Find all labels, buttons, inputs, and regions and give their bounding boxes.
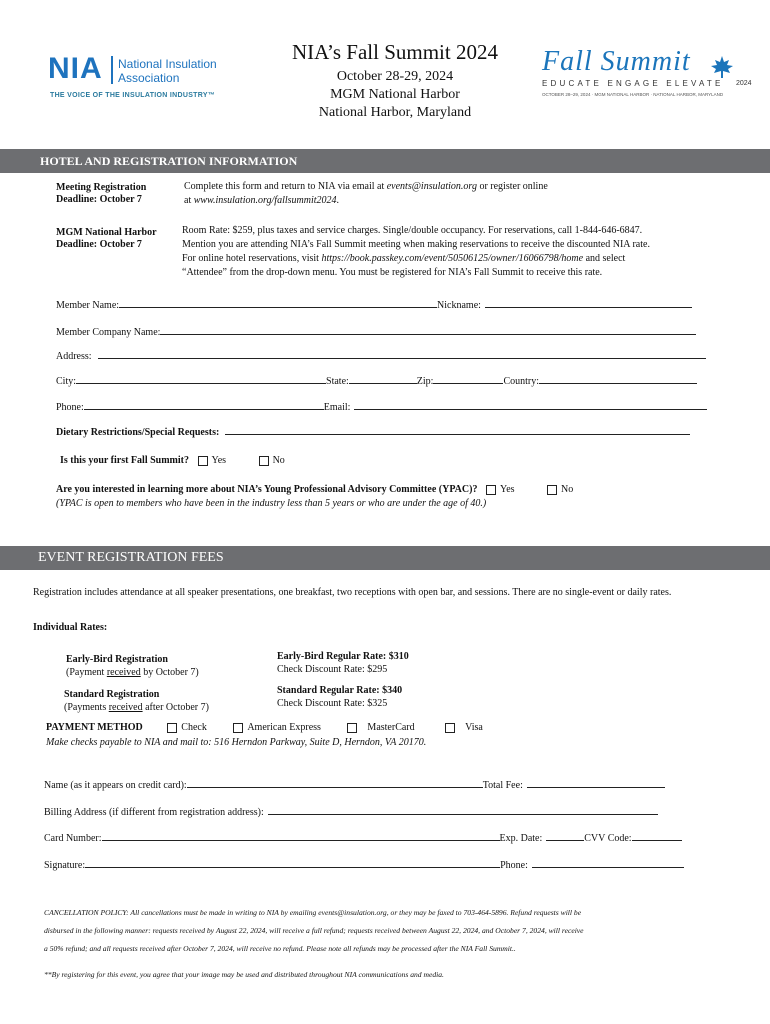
phone-label: Phone: <box>56 402 84 413</box>
meeting-instructions <box>184 180 548 208</box>
company-label: Member Company Name: <box>56 327 161 338</box>
std-sub-a: (Payments <box>64 702 109 713</box>
meeting-label-line2: Deadline: October 7 <box>56 194 142 205</box>
meeting-label-line1: Meeting Registration <box>56 182 147 193</box>
payment-amex-checkbox[interactable] <box>233 723 243 733</box>
early-bird-label: Early-Bird Registration <box>66 654 168 665</box>
dietary-row <box>56 423 690 438</box>
city-label: City: <box>56 376 77 387</box>
signature-row <box>44 856 684 871</box>
cancellation-line-3: a 50% refund; and all requests received after October 7, 2024, will receive no refund. Please note all refunds may be processed after the NIA Fall Summit.. <box>44 944 516 953</box>
standard-label: Standard Registration <box>64 689 160 700</box>
std-sub-b: after October 7) <box>142 702 209 713</box>
state-field[interactable] <box>349 372 417 384</box>
check-mail-note: Make checks payable to NIA and mail to: 516 Herndon Parkway, Suite D, Herndon, VA 20170. <box>46 737 427 748</box>
meeting-deadline-label <box>56 182 146 206</box>
cvv-label: CVV Code: <box>584 833 632 844</box>
phone-field[interactable] <box>84 398 324 410</box>
member-name-row <box>56 296 716 311</box>
card-number-row <box>44 829 682 844</box>
early-bird-rates <box>277 650 409 676</box>
billing-label: Billing Address (if different from registration address): <box>44 807 264 818</box>
event-location: National Harbor, Maryland <box>318 105 472 120</box>
payment-visa-checkbox[interactable] <box>445 723 455 733</box>
fees-section-title: EVENT REGISTRATION FEES <box>38 550 224 565</box>
payment-method-label: PAYMENT METHOD <box>46 722 143 733</box>
meeting-text-2a: at <box>184 195 194 206</box>
standard-block <box>64 688 209 714</box>
first-summit-row <box>60 455 285 466</box>
early-bird-check-rate: Check Discount Rate: $295 <box>277 664 388 675</box>
mgm-label-line2: Deadline: October 7 <box>56 239 142 250</box>
summit-tagline: EDUCATE ENGAGE ELEVATE <box>542 79 724 88</box>
early-sub-b: by October 7) <box>140 667 199 678</box>
early-bird-regular-rate: Early-Bird Regular Rate: $310 <box>277 651 409 662</box>
cancellation-policy <box>44 904 584 958</box>
cancellation-line-1: CANCELLATION POLICY: All cancellations must be made in writing to NIA by emailing events@insulation.org, or they may be faxed to 703-464-5896. Refund requests will be <box>44 908 582 917</box>
card-number-field[interactable] <box>102 829 500 841</box>
card-name-row <box>44 776 665 791</box>
billing-field[interactable] <box>268 803 658 815</box>
exp-date-field[interactable] <box>546 829 584 841</box>
signature-field[interactable] <box>85 856 500 868</box>
mgm-instructions <box>182 224 650 280</box>
company-field[interactable] <box>160 323 696 335</box>
state-label: State: <box>326 376 349 387</box>
payment-check-checkbox[interactable] <box>167 723 177 733</box>
payment-method-row <box>46 722 483 733</box>
event-date: October 28-29, 2024 <box>336 69 454 84</box>
mgm-deadline-label <box>56 227 157 251</box>
country-label: Country: <box>503 376 540 387</box>
payment-check-label: Check <box>181 722 207 733</box>
nia-logo-line1: National Insulation <box>118 57 217 71</box>
first-summit-no-label: No <box>272 455 285 466</box>
country-field[interactable] <box>539 372 697 384</box>
ypac-yes-checkbox[interactable] <box>486 485 496 495</box>
payment-amex-label: American Express <box>247 722 321 733</box>
page-title: NIA’s Fall Summit 2024 <box>292 40 498 64</box>
hotel-section-title: HOTEL AND REGISTRATION INFORMATION <box>40 154 298 168</box>
fees-intro: Registration includes attendance at all speaker presentations, one breakfast, two receptions with open bar, and sessions. There are no single-event or daily rates. <box>33 587 672 598</box>
zip-field[interactable] <box>433 372 503 384</box>
payment-mastercard-label: MasterCard <box>367 722 415 733</box>
registration-url-link[interactable]: www.insulation.org/fallsummit2024 <box>193 195 337 206</box>
first-summit-question: Is this your first Fall Summit? <box>60 455 189 466</box>
nia-logo-tagline: THE VOICE OF THE INSULATION INDUSTRY™ <box>50 92 216 99</box>
std-sub-underline: received <box>108 702 143 713</box>
early-sub-a: (Payment <box>66 667 107 678</box>
signature-phone-label: Phone: <box>500 860 528 871</box>
total-fee-label: Total Fee: <box>482 780 523 791</box>
fees-section-header <box>0 546 770 570</box>
email-field[interactable] <box>354 398 707 410</box>
exp-date-label: Exp. Date: <box>499 833 543 844</box>
fall-summit-logo <box>540 46 760 106</box>
hotel-reservation-link[interactable]: https://book.passkey.com/event/50506125/owner/16066798/home <box>321 253 584 264</box>
signature-label: Signature: <box>44 860 86 871</box>
first-summit-yes-label: Yes <box>211 455 227 466</box>
city-field[interactable] <box>76 372 326 384</box>
city-row <box>56 372 697 387</box>
early-sub-underline: received <box>106 667 141 678</box>
mgm-line-3b: and select <box>583 253 626 264</box>
standard-rates <box>277 684 402 710</box>
email-label: Email: <box>323 402 351 413</box>
ypac-yes-label: Yes <box>499 484 515 495</box>
nia-logo <box>48 52 248 104</box>
event-venue: MGM National Harbor <box>330 87 460 102</box>
phone-row <box>56 398 707 413</box>
nia-logo-mark: NIA <box>48 52 103 85</box>
member-name-field[interactable] <box>119 296 437 308</box>
mgm-line-1: Room Rate: $259, plus taxes and service charges. Single/double occupancy. For reservations, call 1-844-646-6847. <box>182 225 643 236</box>
company-row <box>56 323 696 338</box>
meeting-text-1b: or register online <box>476 181 548 192</box>
standard-regular-rate: Standard Regular Rate: $340 <box>277 685 403 696</box>
card-name-field[interactable] <box>187 776 483 788</box>
signature-phone-field[interactable] <box>532 856 684 868</box>
ypac-no-checkbox[interactable] <box>547 485 557 495</box>
mgm-line-4: “Attendee” from the drop-down menu. You must be registered for NIA’s Fall Summit to receive this rate. <box>182 267 603 278</box>
hotel-section-header <box>0 149 770 173</box>
image-consent-note: **By registering for this event, you agree that your image may be used and distributed throughout NIA communications and media. <box>44 970 444 979</box>
standard-check-rate: Check Discount Rate: $325 <box>277 698 388 709</box>
nickname-label: Nickname: <box>437 300 481 311</box>
address-row <box>56 347 706 362</box>
mgm-line-2: Mention you are attending NIA’s Fall Summit meeting when making reservations to receive the discounted NIA rate. <box>182 239 650 250</box>
member-name-label: Member Name: <box>56 300 120 311</box>
mgm-line-3a: For online hotel reservations, visit <box>182 253 322 264</box>
dietary-label: Dietary Restrictions/Special Requests: <box>56 427 220 438</box>
first-summit-no-checkbox[interactable] <box>259 456 269 466</box>
ypac-note: (YPAC is open to members who have been in the industry less than 5 years or who are under the age of 40.) <box>56 498 487 509</box>
nickname-field[interactable] <box>485 296 692 308</box>
card-name-label: Name (as it appears on credit card): <box>44 780 187 791</box>
ypac-row <box>56 484 573 495</box>
address-label: Address: <box>56 351 92 362</box>
meeting-text-2b: . <box>336 195 340 206</box>
mgm-label-line1: MGM National Harbor <box>56 227 157 238</box>
payment-visa-label: Visa <box>465 722 483 733</box>
logo-divider <box>111 56 113 84</box>
events-email-link[interactable]: events@insulation.org <box>386 181 477 192</box>
individual-rates-heading: Individual Rates: <box>33 622 108 633</box>
address-field[interactable] <box>98 347 706 359</box>
meeting-text-1a: Complete this form and return to NIA via email at <box>184 181 387 192</box>
ypac-question: Are you interested in learning more about NIA’s Young Professional Advisory Committee (YPAC)? <box>56 484 478 495</box>
payment-mastercard-checkbox[interactable] <box>347 723 357 733</box>
summit-year: 2024 <box>736 80 752 87</box>
ypac-no-label: No <box>561 484 574 495</box>
summit-logo-text: Fall Summit <box>542 46 691 77</box>
billing-row <box>44 803 658 818</box>
zip-label: Zip: <box>416 376 434 387</box>
cancellation-line-2: disbursed in the following manner: requests received by August 22, 2024, will receive a full refund; requests received between August 22, 2024, and October 7, 2024, will receive <box>44 926 584 935</box>
total-fee-field[interactable] <box>527 776 665 788</box>
early-bird-block <box>66 653 199 679</box>
first-summit-yes-checkbox[interactable] <box>198 456 208 466</box>
dietary-field[interactable] <box>225 423 690 435</box>
summit-subline: OCTOBER 28–29, 2024 · MGM NATIONAL HARBOR · NATIONAL HARBOR, MARYLAND <box>542 92 724 97</box>
card-number-label: Card Number: <box>44 833 102 844</box>
nia-logo-line2: Association <box>118 71 180 85</box>
cvv-field[interactable] <box>632 829 682 841</box>
